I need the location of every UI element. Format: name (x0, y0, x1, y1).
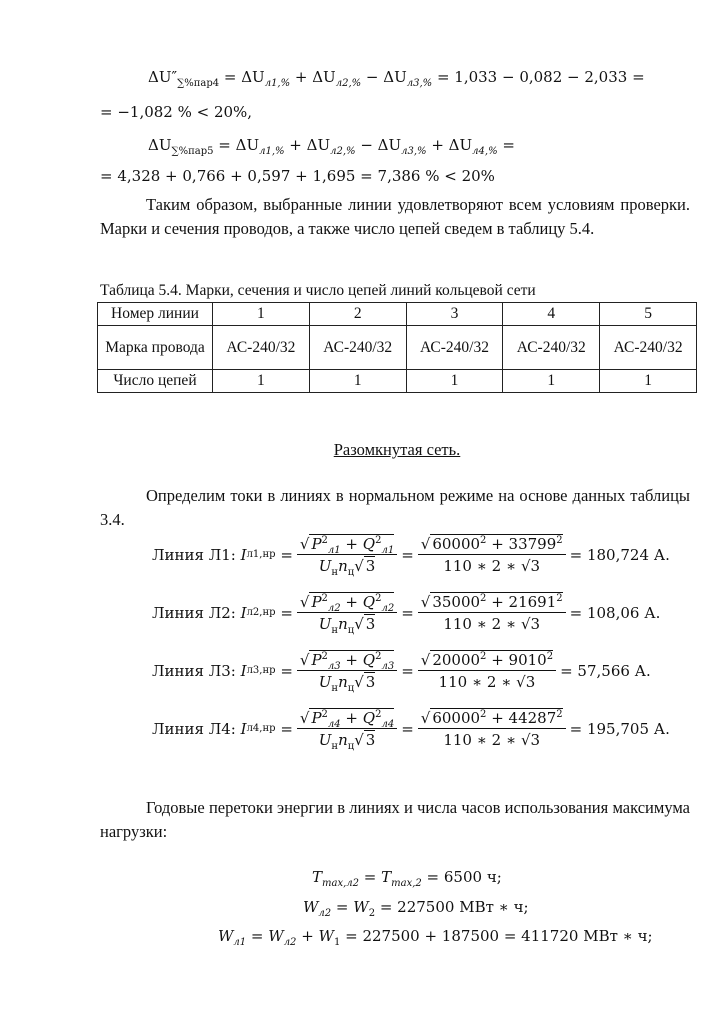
equation-dU-par5-result: = 4,328 + 0,766 + 0,597 + 1,695 = 7,386 % < 20% (100, 167, 495, 185)
equation-w-l2: $W_{л2} = W_2 = 227500$ МВт ∗ ч; (303, 898, 529, 919)
formula-fraction: $\frac{√ P^2_{л4} + Q^2_{л4}}{U_нn_ц√ 3}$ (297, 709, 397, 749)
line-label: Линия Л3: (152, 662, 236, 680)
numeric-fraction: $\frac{√ 60000^2 + 44287^2}{110 ∗ 2 ∗ √3}$ (418, 709, 566, 749)
current-equation-line4: Линия Л4: I л4,нр = $\frac{√ P^2_{л4} + Q^2_{л4}}{U_нn_ц√ 3}$ = $\frac{√ 60000^2 + 44287^2}{110 ∗ 2 ∗ √3}$ = 195,705 А. (152, 709, 670, 752)
table-caption: Таблица 5.4. Марки, сечения и число цепей линий кольцевой сети (100, 282, 536, 299)
line-label: Линия Л2: (152, 604, 236, 622)
current-result: = 57,566 А. (560, 662, 651, 680)
current-equation-line1: Линия Л1: I л1,нр = $\frac{√ P^2_{л1} + Q^2_{л1}}{U_нn_ц√ 3}$ = $\frac{√ 60000^2 + 33799^2}{110 ∗ 2 ∗ √3}$ = 180,724 А. (152, 535, 670, 578)
section-heading: Разомкнутая сеть. (333, 440, 461, 459)
line-label: Линия Л4: (152, 720, 236, 738)
table-row: Число цепей 1 1 1 1 1 (98, 370, 697, 393)
equation-tmax: $T_{max,л2} = T_{max,2} = 6500$ ч; (312, 868, 502, 889)
equation-dU-par4: $\Delta U''_{\sum\%пар4} = \Delta U_{л1,\%} + \Delta U_{л2,\%} - \Delta U_{л3,\%} = 1,033 - 0,082 - 2,033$ = (148, 68, 645, 89)
formula-fraction: $\frac{√ P^2_{л2} + Q^2_{л2}}{U_нn_ц√ 3}$ (297, 593, 397, 633)
equation-dU-par4-result: = −1,082 % < 20%, (100, 103, 253, 121)
numeric-fraction: $\frac{√ 35000^2 + 21691^2}{110 ∗ 2 ∗ √3}$ (418, 593, 566, 633)
numeric-fraction: $\frac{√ 60000^2 + 33799^2}{110 ∗ 2 ∗ √3}$ (418, 535, 566, 575)
table-row: Марка провода АС-240/32 АС-240/32 АС-240/32 АС-240/32 АС-240/32 (98, 326, 697, 370)
line-label: Линия Л1: (152, 546, 236, 564)
formula-fraction: $\frac{√ P^2_{л3} + Q^2_{л3}}{U_нn_ц√ 3}$ (297, 651, 397, 691)
wire-table (97, 302, 697, 393)
paragraph-conclusion: Таким образом, выбранные линии удовлетворяют всем условиям проверки. Марки и сечения проводов, а также число цепей сведем в таблицу 5.4. (100, 195, 690, 238)
paragraph-energy-intro: Годовые перетоки энергии в линиях и числа часов использования максимума нагрузки: (100, 798, 690, 841)
equation-w-l1: $W_{л1} = W_{л2} + W_1 = 227500 + 187500 = 411720$ МВт ∗ ч; (218, 927, 653, 948)
current-equation-line2: Линия Л2: I л2,нр = $\frac{√ P^2_{л2} + Q^2_{л2}}{U_нn_ц√ 3}$ = $\frac{√ 35000^2 + 21691^2}{110 ∗ 2 ∗ √3}$ = 108,06 А. (152, 593, 661, 636)
formula-fraction: $\frac{√ P^2_{л1} + Q^2_{л1}}{U_нn_ц√ 3}$ (297, 535, 397, 575)
current-result: = 108,06 А. (569, 604, 661, 622)
numeric-fraction: $\frac{√ 20000^2 + 9010^2}{110 ∗ 2 ∗ √3}$ (418, 651, 556, 691)
table-header-row: Номер линии 1 2 3 4 5 (98, 303, 697, 326)
current-equation-line3: Линия Л3: I л3,нр = $\frac{√ P^2_{л3} + Q^2_{л3}}{U_нn_ц√ 3}$ = $\frac{√ 20000^2 + 9010^2}{110 ∗ 2 ∗ √3}$ = 57,566 А. (152, 651, 651, 694)
current-result: = 195,705 А. (569, 720, 670, 738)
paragraph-currents-intro: Определим токи в линиях в нормальном режиме на основе данных таблицы 3.4. (100, 486, 690, 529)
equation-dU-par5: $\Delta U_{\sum\%пар5} = \Delta U_{л1,\%} + \Delta U_{л2,\%} - \Delta U_{л3,\%} + \Delta U_{л4,\%}$ = (148, 136, 515, 157)
current-result: = 180,724 А. (569, 546, 670, 564)
